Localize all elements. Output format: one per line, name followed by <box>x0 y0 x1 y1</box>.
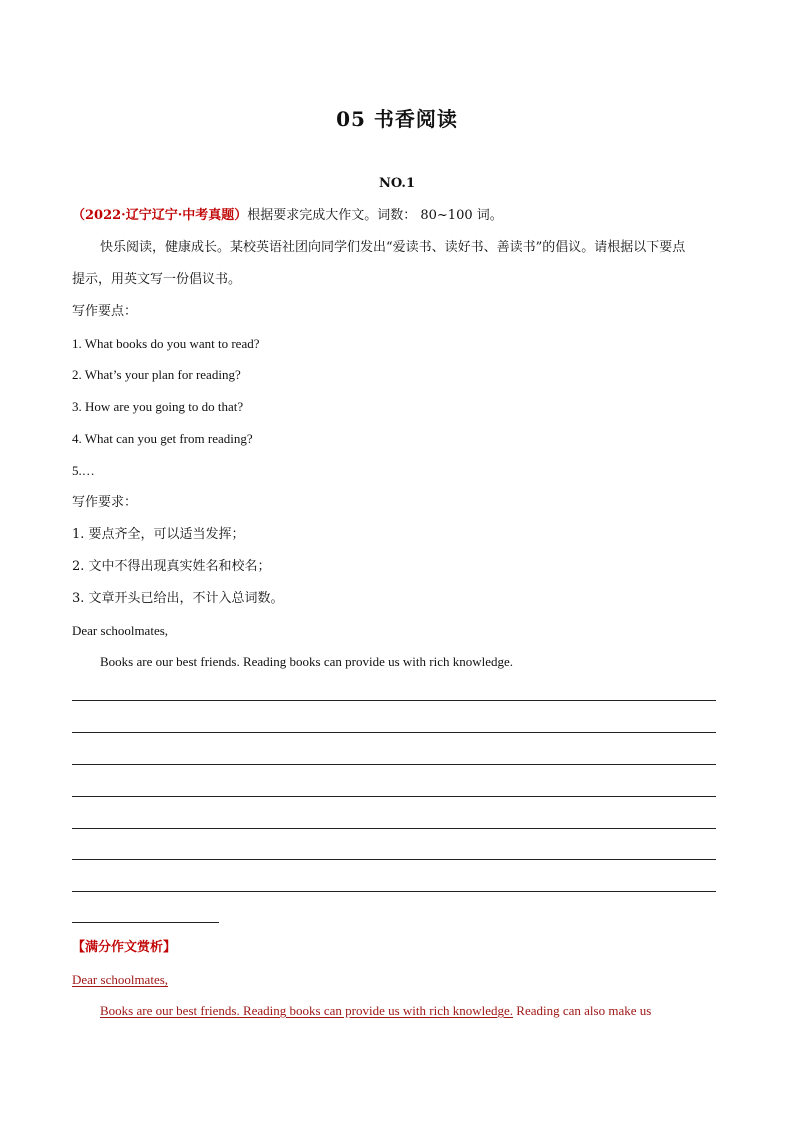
requirements-heading: 写作要求： <box>72 495 138 510</box>
point-item: 4. What can you get from reading? <box>72 431 253 446</box>
requirement-item: 2. 文中不得出现真实姓名和校名； <box>72 559 271 574</box>
answer-line[interactable] <box>72 796 716 797</box>
opening-sentence: Books are our best friends. Reading books can provide us with rich knowledge. <box>100 654 514 669</box>
analysis-salutation: Dear schoolmates, <box>72 972 169 987</box>
answer-line[interactable] <box>72 891 716 892</box>
analysis-heading: 【满分作文赏析】 <box>72 940 177 955</box>
question-source-line <box>72 207 503 225</box>
analysis-continued-text: Reading can also make us <box>513 1003 652 1018</box>
analysis-underlined-text: Books are our best friends. Reading books can provide us with rich knowledge. <box>100 1003 514 1018</box>
requirement-item: 1. 要点齐全，可以适当发挥； <box>72 527 245 542</box>
question-number: NO.1 <box>378 176 416 191</box>
instruction-text: 根据要求完成大作文。词数： 80~100 词。 <box>247 208 503 223</box>
page-title: 05 书香阅读 <box>336 107 458 131</box>
source-tag: （2022·辽宁辽宁·中考真题） <box>72 208 248 223</box>
point-item: 2. What’s your plan for reading? <box>72 367 241 382</box>
point-item: 1. What books do you want to read? <box>72 336 260 351</box>
salutation: Dear schoolmates, <box>72 623 169 638</box>
section-divider <box>72 922 219 923</box>
intro-line-1: 快乐阅读，健康成长。某校英语社团向同学们发出“爱读书、读好书、善读书”的倡议。请根据以下要点 <box>100 240 686 255</box>
point-item: 3. How are you going to do that? <box>72 399 244 414</box>
answer-line[interactable] <box>72 764 716 765</box>
requirement-item: 3. 文章开头已给出，不计入总词数。 <box>72 591 284 606</box>
point-item: 5.… <box>72 463 95 478</box>
intro-line-2: 提示，用英文写一份倡议书。 <box>72 272 242 287</box>
answer-line[interactable] <box>72 828 716 829</box>
analysis-paragraph <box>100 1002 651 1020</box>
points-heading: 写作要点： <box>72 304 138 319</box>
answer-line[interactable] <box>72 700 716 701</box>
answer-line[interactable] <box>72 732 716 733</box>
answer-line[interactable] <box>72 859 716 860</box>
